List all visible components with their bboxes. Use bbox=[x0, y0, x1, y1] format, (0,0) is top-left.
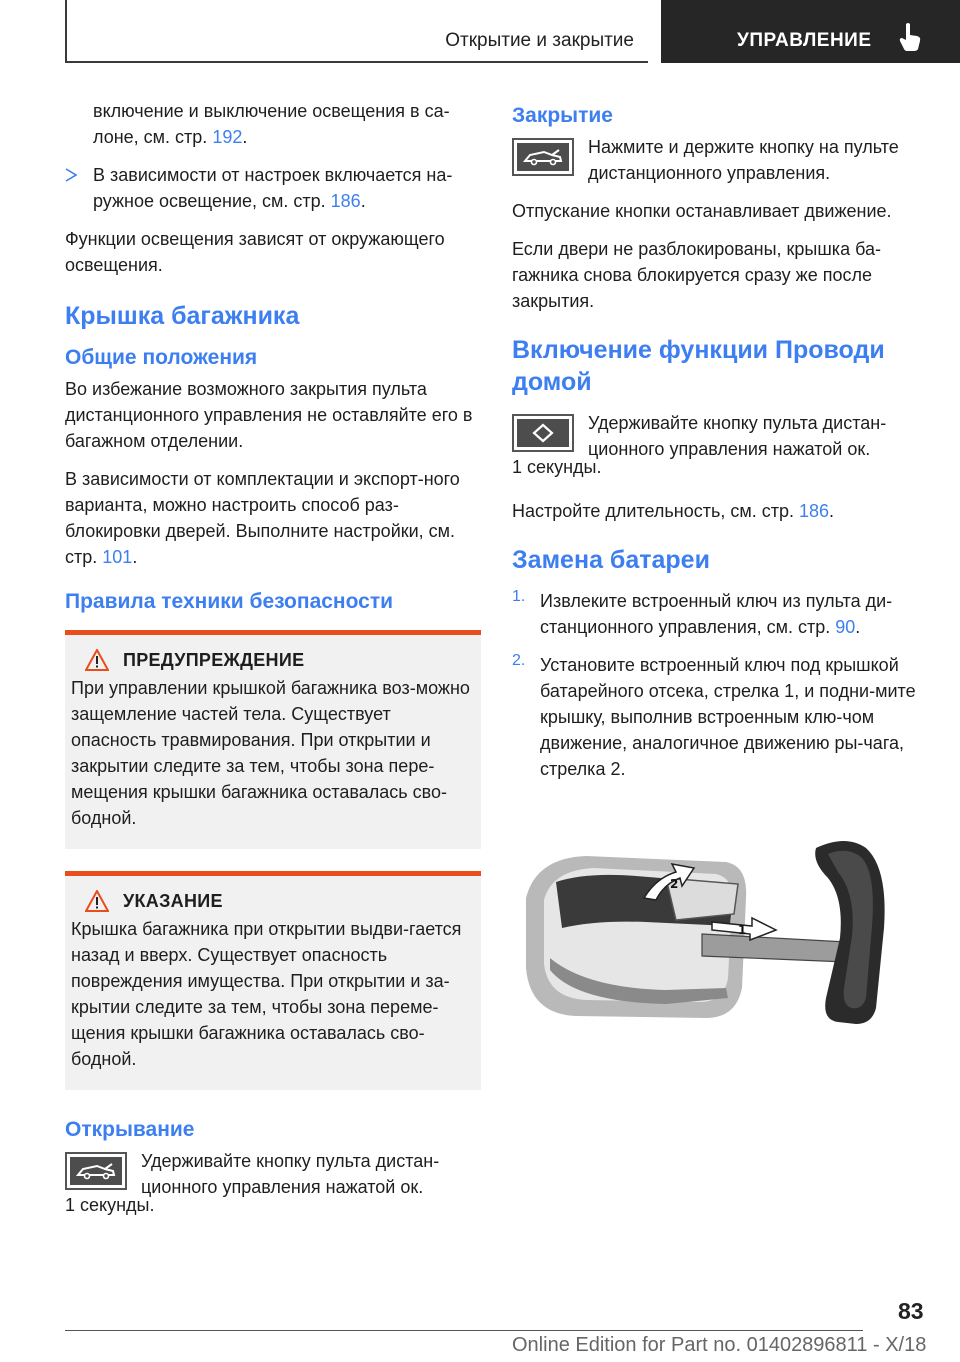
notice-title: УКАЗАНИЕ bbox=[123, 890, 223, 911]
heading-trunk-lid: Крышка багажника bbox=[65, 302, 300, 330]
list-item-step-2: 2. Установите встроенный ключ под крышкой батарейного отсека, стрелка 1, и подни-мите крышку, выполнив встроенным клю-чом движение, аналогичное движению ры-чага, стрелка 2. bbox=[512, 652, 916, 779]
header-chapter-title: УПРАВЛЕНИЕ bbox=[737, 30, 872, 51]
footer-divider bbox=[65, 1330, 863, 1331]
arrow-label-2: 2 bbox=[670, 877, 679, 891]
pointing-hand-icon bbox=[897, 22, 923, 52]
page-number: 83 bbox=[898, 1298, 924, 1324]
warning-box bbox=[65, 630, 481, 849]
footer-edition: Online Edition for Part no. 01402896811 - X/18 bbox=[512, 1334, 927, 1356]
page-link-192[interactable]: 192 bbox=[212, 127, 243, 147]
header-section-title: Открытие и закрытие bbox=[445, 30, 634, 51]
notice-box bbox=[65, 871, 481, 1090]
header-section-box bbox=[65, 0, 648, 63]
heading-safety: Правила техники безопасности bbox=[65, 590, 394, 613]
warning-triangle-icon bbox=[85, 890, 109, 912]
page-link-186[interactable]: 186 bbox=[799, 501, 830, 521]
page-link-90[interactable]: 90 bbox=[835, 617, 856, 637]
paragraph-interior-light: включение и выключение освещения в са-лоне, см. стр. 192. bbox=[93, 101, 450, 147]
arrow-label-1: 1 bbox=[738, 923, 747, 937]
page-link-101[interactable]: 101 bbox=[102, 547, 133, 567]
trunk-button-icon bbox=[65, 1152, 127, 1190]
paragraph-release-stops: Отпускание кнопки останавливает движение. bbox=[512, 201, 892, 221]
heading-opening: Открывание bbox=[65, 1118, 195, 1141]
paragraph-unlock-settings: В зависимости от комплектации и экспорт-ного варианта, можно настроить способ раз-блокировки дверей. Выполните настройки, см. стр. 101. bbox=[65, 469, 460, 567]
triangle-bullet-icon bbox=[65, 168, 77, 182]
header-chapter-box bbox=[661, 0, 960, 63]
warning-triangle-icon bbox=[85, 649, 109, 671]
key-battery-illustration bbox=[516, 838, 902, 1026]
closing-instruction: Нажмите и держите кнопку на пульте дистанционного управления. bbox=[512, 134, 927, 186]
opening-instruction: Удерживайте кнопку пульта дистан-ционного управления нажатой ок. bbox=[65, 1148, 481, 1200]
follow-me-home-instruction: Удерживайте кнопку пульта дистан-ционного управления нажатой ок. bbox=[512, 410, 927, 462]
heading-follow-me-home: Включение функции Проводи домой bbox=[512, 336, 885, 396]
right-column bbox=[512, 98, 927, 1031]
opening-duration: 1 секунды. bbox=[65, 1195, 155, 1215]
trunk-button-icon bbox=[512, 138, 574, 176]
paragraph-light-functions: Функции освещения зависят от окружающего освещения. bbox=[65, 229, 445, 275]
follow-me-home-icon bbox=[512, 414, 574, 452]
heading-battery-replacement: Замена батареи bbox=[512, 546, 710, 574]
heading-general: Общие положения bbox=[65, 346, 258, 369]
paragraph-remote-warning: Во избежание возможного закрытия пульта дистанционного управления не оставляйте его в багажном отделении. bbox=[65, 379, 473, 451]
left-column bbox=[65, 98, 481, 1218]
paragraph-duration-setting: Настройте длительность, см. стр. 186. bbox=[512, 501, 835, 521]
paragraph-relock: Если двери не разблокированы, крышка ба-гажника снова блокируется сразу же после закрытия. bbox=[512, 239, 881, 311]
list-item-step-1: 1. Извлеките встроенный ключ из пульта ди-станционного управления, см. стр. 90. bbox=[512, 588, 893, 637]
warning-title: ПРЕДУПРЕЖДЕНИЕ bbox=[123, 649, 305, 670]
follow-me-home-duration: 1 секунды. bbox=[512, 457, 602, 477]
page-link-186[interactable]: 186 bbox=[330, 191, 361, 211]
list-item-exterior-light: В зависимости от настроек включается на-ружное освещение, см. стр. 186. bbox=[65, 162, 481, 214]
notice-text: Крышка багажника при открытии выдви-гается назад и вверх. Существует опасность повреждения имущества. При открытии и за-крытии следите за тем, чтобы зона переме-щения крышки багажника оставалась сво-бодной. bbox=[71, 919, 462, 1069]
warning-text: При управлении крышкой багажника воз-можно защемление частей тела. Существует опасность травмирования. При открытии и закрытии следите за тем, чтобы зона пере-мещения крышки багажника оставалась сво-бодной. bbox=[71, 678, 470, 828]
heading-closing: Закрытие bbox=[512, 104, 613, 127]
